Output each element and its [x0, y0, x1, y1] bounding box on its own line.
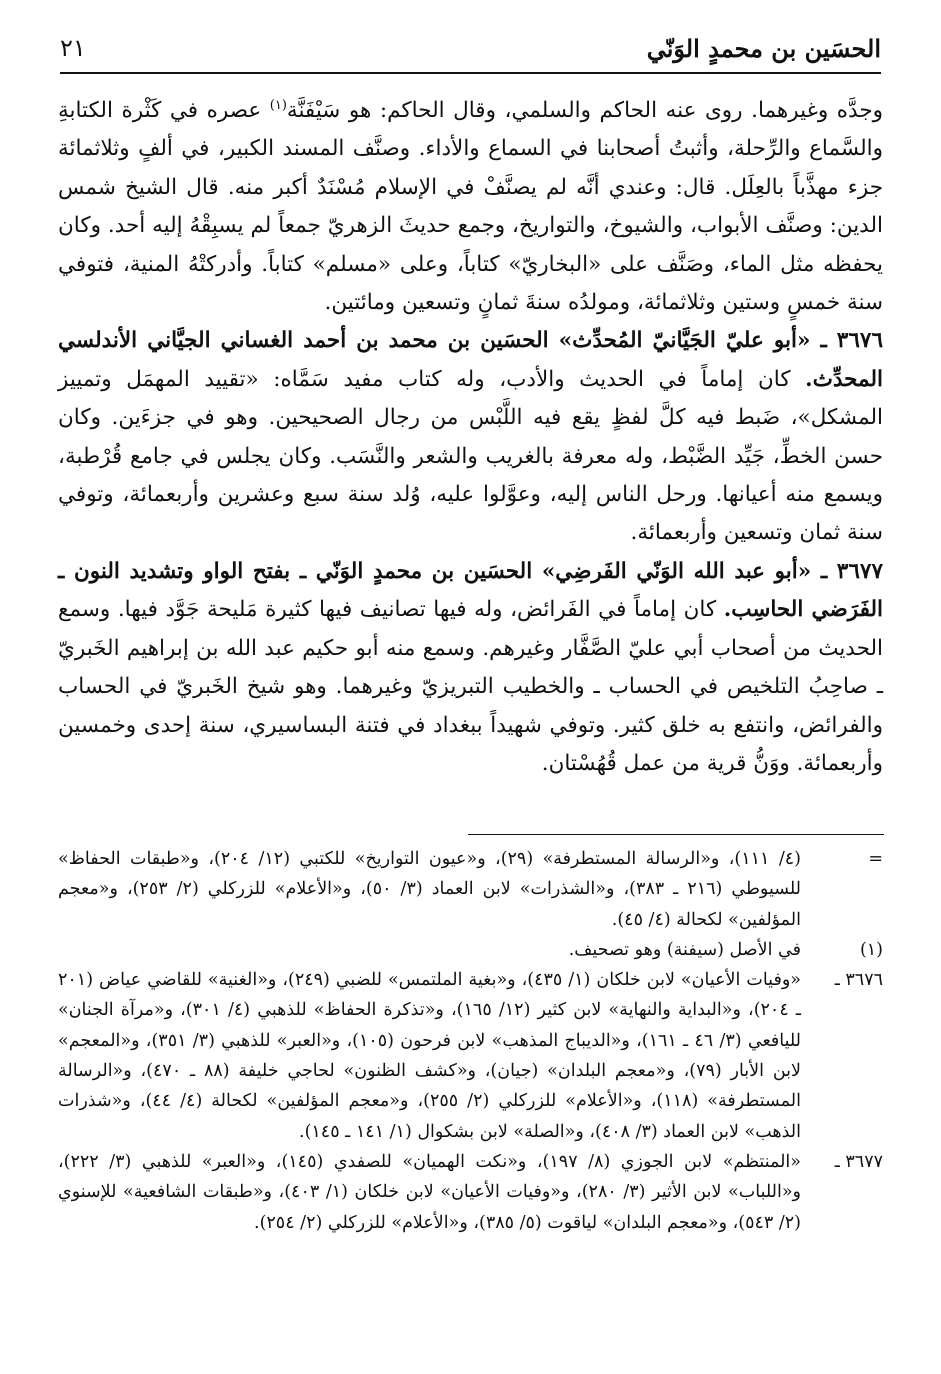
page-number: ٢١ [60, 34, 86, 62]
footnote-mark: ٣٦٧٦ ـ [834, 970, 883, 991]
footnote-mark: = [868, 849, 883, 869]
footnote-text: في الأصل (سيفنة) وهو تصحيف. [568, 939, 801, 960]
footnote-3676 [58, 965, 883, 1147]
entry-text: كان إماماً في الحديث والأدب، وله كتاب مفيد سَمَّاه: «تقييد المهمَل وتمييز المشكل»، ضَبط فيه كلَّ لفظٍ يقع فيه اللَّبْس من رجال الصحيحين. وهو في جزءَين. وكان حسن الخطِّ، جَيِّد الضَّبْط، وله معرفة بالغريب والشعر والنَّسَب. وكان يجلس في جامع قُرْطبة، ويسمع منه أعيانها. ورحل الناس إليه، وعوَّلوا عليه، وُلد سنة سبع وعشرين وأربعمائة، وتوفي سنة ثمان وتسعين وأربعمائة. [58, 366, 883, 546]
entry-heading: ٣٦٧٦ ـ «أبو عليّ الجَيَّانيّ المُحدِّث» الحسَين بن محمد بن أحمد الغساني الجيَّاني الأندلسي المحدِّث. [58, 328, 883, 392]
footnote-3677 [58, 1147, 883, 1238]
footnote-continuation [58, 844, 883, 935]
footnote-text: «وفيات الأعيان» لابن خلكان (١/ ٤٣٥)، و«بغية الملتمس» للضبي (٢٤٩)، و«الغنية» للقاضي عياض (٢٠١ ـ ٢٠٤)، و«البداية والنهاية» لابن كثير (١٢/ ١٦٥)، و«تذكرة الحفاظ» للذهبي (٤/ ٣٠١)، و«مرآة الجنان» لليافعي (٣/ ٤٦ ـ ١٦١)، و«الديباج المذهب» لابن فرحون (١٠٥)، و«العبر» للذهبي (٣/ ٣٥١)، و«المعجم» لابن الأبار (٧٩)، و«معجم البلدان» (جيان)، و«كشف الظنون» لحاجي خليفة (٨٨ ـ ٤٧٠)، و«الرسالة المستطرفة» (١١٨)، و«الأعلام» للزركلي (٢/ ٢٥٥)، و«معجم المؤلفين» لكحالة (٤/ ٤٤)، و«شذرات الذهب» لابن العماد (٣/ ٤٠٨)، و«الصلة» لابن بشكوال (١/ ١٤١ ـ ١٤٥). [58, 970, 802, 1142]
running-title: الحسَين بن محمدٍ الوَنّي [646, 34, 881, 63]
paragraph-text: وجدَّه وغيرهما. روى عنه الحاكم والسلمي، وقال الحاكم: هو سَيْفَنَّة [286, 98, 884, 123]
footnote-text: (٤/ ١١١)، و«الرسالة المستطرفة» (٢٩)، و«عيون التواريخ» للكتبي (١٢/ ٢٠٤)، و«طبقات الحفاظ» للسيوطي (٢١٦ ـ ٣٨٣)، و«الشذرات» لابن العماد (٣/ ٥٠)، و«الأعلام» للزركلي (٢/ ٢٥٣)، و«معجم المؤلفين» لكحالة (٤/ ٤٥). [58, 849, 801, 930]
footnotes [58, 844, 883, 1238]
footnote-reference: (١) [269, 97, 287, 113]
footnote-1 [58, 935, 883, 965]
footnote-mark: (١) [859, 939, 883, 960]
running-header [60, 32, 881, 74]
paragraph-text: عصره في كَثْرة الكتابةِ والسَّماع والرِّحلة، وأثبتُ أصحابنا في السماع والأداء. وصنَّف المسند الكبير، في ألفٍ وثلاثمائة جزء مهذَّباً بالعِلَل. قال: وعندي أنَّه لم يصنَّفْ في الإسلام مُسْنَدٌ أكبر منه. قال الشيخ شمس الدين: وصنَّف الأبواب، والشيوخ، والتواريخ، وجمع حديثَ الزهريّ جمعاً لم يسبِقْهُ إليه أحد. وكان يحفظه مثل الماء، وصَنَّف على «البخاريّ» كتاباً، وعلى «مسلم» كتاباً. وأدركتْهُ المنية، فتوفي سنة خمسٍ وستين وثلاثمائة، ومولدُه سنةَ ثمانٍ وتسعين ومائتين. [58, 98, 883, 316]
entry-text: كان إماماً في الفَرائض، وله فيها تصانيف فيها كثيرة مَليحة جَوَّد فيها. وسمع الحديث من أصحاب أبي عليّ الصَّفَّار وغيرهم. وسمع منه أبو حكيم عبد الله بن إبراهيم الخَبريّ ـ صاحِبُ التلخيص في الحساب ـ والخطيب التبريزيّ وغيرهما. وهو شيخ الخَبريّ في الحساب والفرائض، وانتفع به خلق كثير. وتوفي شهيداً ببغداد في فتنة البساسيري، سنة إحدى وخمسين وأربعمائة. ووَنُّ قرية من عمل قُهُسْتان. [58, 597, 883, 776]
entry-heading: ٣٦٧٧ ـ «أبو عبد الله الوَنّي الفَرضِي» الحسَين بن محمدٍ الوَنّي ـ بفتح الواو وتشديد النون ـ الفَرَضي الحاسِب. [58, 558, 883, 623]
footnote-divider [468, 834, 884, 835]
paragraph-continuation [58, 92, 883, 322]
biography-entry-3676 [58, 322, 883, 552]
main-text [58, 92, 883, 783]
footnote-text: «المنتظم» لابن الجوزي (٨/ ١٩٧)، و«نكت الهميان» للصفدي (١٤٥)، و«العبر» للذهبي (٣/ ٢٢٢)، و«اللباب» لابن الأثير (٣/ ٢٨٠)، و«وفيات الأعيان» لابن خلكان (١/ ٤٠٣)، و«طبقات الشافعية» للإسنوي (٢/ ٥٤٣)، و«معجم البلدان» لياقوت (٥/ ٣٨٥)، و«الأعلام» للزركلي (٢/ ٢٥٤). [58, 1151, 801, 1233]
footnote-mark: ٣٦٧٧ ـ [834, 1151, 883, 1172]
biography-entry-3677 [58, 553, 883, 783]
